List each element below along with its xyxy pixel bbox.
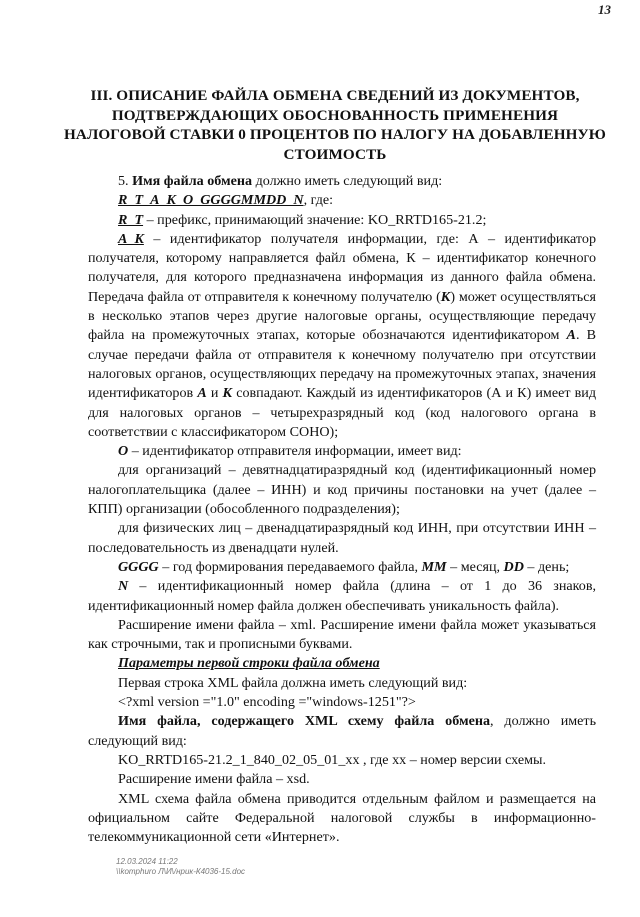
paragraph-first-line: Первая строка XML файла должна иметь следующий вид: (118, 674, 468, 691)
paragraph-file-name-intro: 5. Имя файла обмена должно иметь следующий вид: (118, 173, 443, 189)
footer-timestamp: 12.03.2024 11:22 (116, 857, 178, 866)
xml-declaration: <?xml version ="1.0" encoding ="windows-1251"?> (118, 694, 416, 711)
paragraph-extension-xml: Расширение имени файла – xml. Расширение имени файла может указываться как строчными, так и прописными буквами. (88, 616, 596, 653)
footer-path: \\komphuro Л\И\/нрик-К4036-15.doc (116, 867, 246, 876)
paragraph-date: GGGG – год формирования передаваемого файла, MM – месяц, DD – день; (118, 558, 570, 575)
paragraph-schema-name: Имя файла, содержащего XML схему файла обмена, должно иметь следующий вид: (88, 713, 597, 749)
file-footer (116, 857, 245, 877)
paragraph-sender-id: O – идентификатор отправителя информации, имеет вид: (118, 443, 462, 460)
paragraph-extension-xsd: Расширение имени файла – xsd. (118, 771, 310, 788)
paragraph-file-pattern: R_T_A_K_O_GGGGMMDD_N, где: (118, 192, 334, 209)
paragraph-prefix: R_T – префикс, принимающий значение: KO_RRTD165-21.2; (118, 211, 487, 228)
file-name-pattern: R_T_A_K_O_GGGGMMDD_N (118, 192, 304, 209)
paragraph-file-number: N – идентификационный номер файла (длина – от 1 до 36 знаков, идентификационный номер файла должен обеспечивать уникальность файла). (88, 578, 596, 614)
page-number: 13 (598, 2, 611, 17)
paragraph-recipient-id: A_K – идентификатор получателя информации, где: А – идентификатор получателя, которому направляется файл обмена, К – идентификатор конечного получателя, для которого предназначена информация из данного файла обмена. Передача файла от отправителя к конечному получателю (К) может осуществляться в несколько этапов через другие налоговые органы, осуществляющие передачу файла на промежуточных этапах, которые обозначаются идентификатором А. В случае передачи файла от отправителя к конечному получателю при отсутствии налоговых органов, осуществляющих передачу на промежуточных этапах, значения идентификаторов А и К совпадают. Каждый из идентификаторов (А и К) имеет вид для налоговых органов – четырехразрядный код (код налогового органа в соответствии с классификатором СОНО); (88, 230, 597, 440)
paragraph-schema-publication: XML схема файла обмена приводится отдельным файлом и размещается на официальном сайте Федеральной налоговой службы в информационно-телекоммуникационной сети «Интернет». (88, 790, 596, 846)
paragraph-organizations: для организаций – девятнадцатиразрядный код (идентификационный номер налогоплательщика (далее – ИНН) и код причины постановки на учет (далее – КПП) организации (обособленного подразделения); (88, 462, 596, 518)
document-body (88, 172, 596, 847)
paragraph-individuals: для физических лиц – двенадцатиразрядный код ИНН, при отсутствии ИНН – последовательность из двенадцати нулей. (88, 520, 596, 556)
subheading-first-line-params: Параметры первой строки файла обмена (118, 655, 380, 672)
schema-file-name: KO_RRTD165-21.2_1_840_02_05_01_xx , где хх – номер версии схемы. (118, 751, 547, 768)
section-title: III. ОПИСАНИЕ ФАЙЛА ОБМЕНА СВЕДЕНИЙ ИЗ ДОКУМЕНТОВ, ПОДТВЕРЖДАЮЩИХ ОБОСНОВАННОСТЬ ПРИМЕНЕНИЯ НАЛОГОВОЙ СТАВКИ 0 ПРОЦЕНТОВ ПО НАЛОГУ НА ДОБАВЛЕННУЮ СТОИМОСТЬ (63, 87, 606, 163)
